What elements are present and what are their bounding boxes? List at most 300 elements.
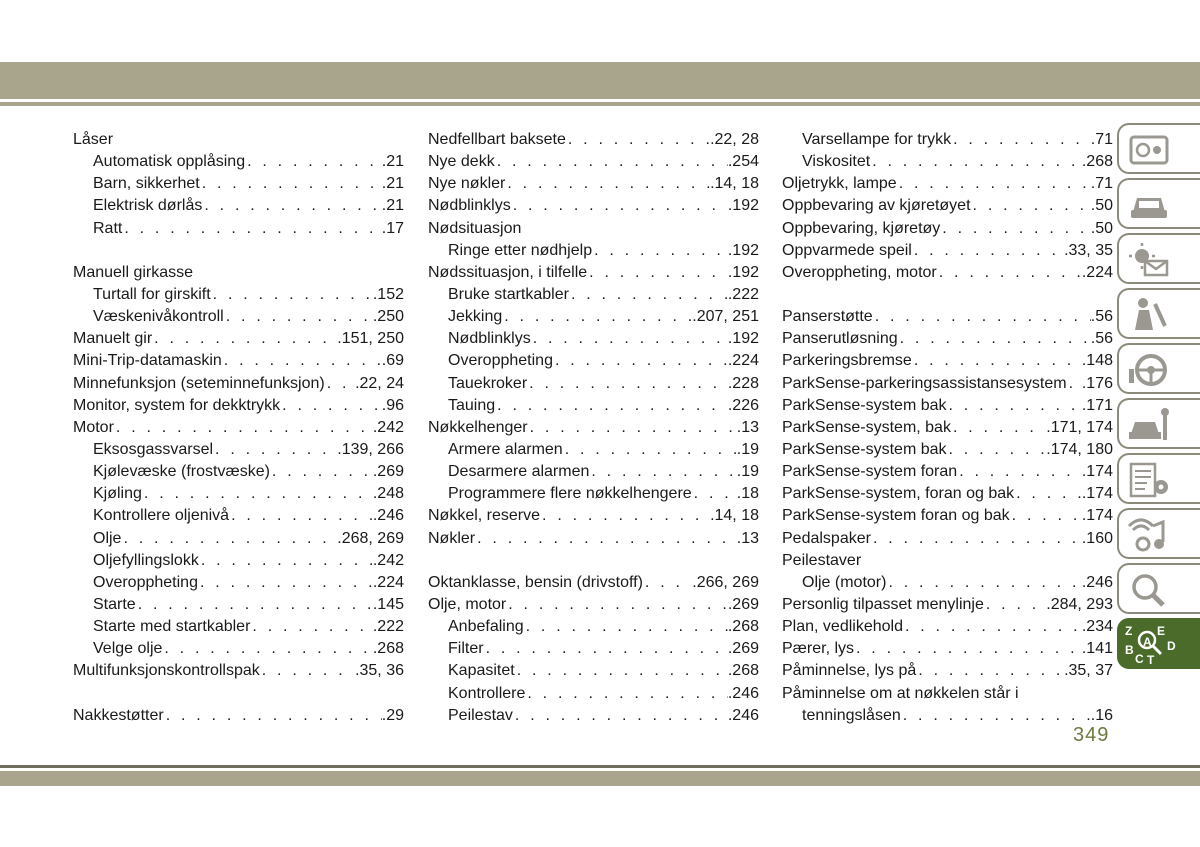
- entry-pages: .22, 28: [710, 131, 759, 148]
- entry-term: Oljetrykk, lampe: [782, 175, 897, 193]
- dot-leader: [971, 195, 1091, 217]
- index-column-2: [428, 129, 759, 727]
- footer-band: [0, 771, 1200, 786]
- index-subentry: [428, 350, 759, 372]
- index-letter: C: [1135, 652, 1144, 666]
- index-entry: [428, 262, 759, 284]
- index-entry: [73, 328, 404, 350]
- index-subentry: [428, 660, 759, 682]
- index-entry: [73, 373, 404, 395]
- index-subentry: [428, 240, 759, 262]
- entry-term: Nøkler: [428, 529, 476, 547]
- entry-term: Jekking: [448, 308, 503, 326]
- entry-term: ParkSense-system foran og bak: [782, 507, 1010, 525]
- index-letter: Z: [1125, 624, 1133, 638]
- document-gear-icon: [1127, 461, 1171, 499]
- dot-leader: [1067, 373, 1082, 395]
- entry-pages: .224: [727, 352, 759, 370]
- index-subentry: [428, 306, 759, 328]
- dot-leader: [897, 173, 1091, 195]
- index-subentry: [73, 461, 404, 483]
- entry-pages: .148: [1081, 352, 1113, 370]
- entry-pages: .269: [372, 463, 404, 481]
- entry-term: Desarmere alarmen: [448, 463, 590, 481]
- magnifier-icon: [1127, 571, 1171, 609]
- index-subentry: [428, 284, 759, 306]
- index-entry: [782, 173, 1113, 195]
- dot-leader: [692, 483, 737, 505]
- dot-leader: [121, 528, 337, 550]
- entry-term: Programmere flere nøkkelhengere: [448, 485, 692, 503]
- entry-pages: .141: [1081, 640, 1113, 658]
- dot-leader: [940, 218, 1090, 240]
- entry-term: Nødssituasjon, i tilfelle: [428, 263, 588, 281]
- entry-term: Nye dekk: [428, 153, 495, 171]
- dot-leader: [506, 594, 728, 616]
- index-entry: [73, 660, 404, 682]
- index-subentry: [428, 373, 759, 395]
- index-entry: [782, 483, 1113, 505]
- entry-term: Oppbevaring av kjøretøyet: [782, 197, 971, 215]
- car-service-icon: [1127, 406, 1171, 444]
- dot-leader: [531, 328, 728, 350]
- index-subentry: [428, 705, 759, 727]
- index-letter: B: [1125, 643, 1134, 657]
- index-entry: [782, 195, 1113, 217]
- index-entry: [73, 417, 404, 439]
- dot-leader: [525, 683, 727, 705]
- dot-leader: [553, 350, 728, 372]
- index-entry: [782, 439, 1113, 461]
- tab-car-front[interactable]: [1117, 178, 1200, 229]
- index-subentry: [428, 616, 759, 638]
- index-subentry: [428, 483, 759, 505]
- index-column-1: [73, 129, 404, 727]
- entry-pages: .96: [381, 396, 404, 414]
- entry-pages: .254: [727, 153, 759, 171]
- dot-leader: [200, 173, 382, 195]
- entry-pages: .14, 18: [710, 175, 759, 193]
- tab-dashboard[interactable]: [1117, 123, 1200, 174]
- entry-term: Panserstøtte: [782, 308, 873, 326]
- entry-pages: .17: [381, 219, 404, 237]
- dot-leader: [566, 129, 710, 151]
- entry-pages: .222: [727, 285, 759, 303]
- entry-pages: .226: [727, 396, 759, 414]
- entry-term: Pærer, lys: [782, 640, 855, 658]
- entry-term: Manuelt gir: [73, 330, 153, 348]
- entry-pages: .222: [372, 618, 404, 636]
- entry-term: ParkSense-system foran: [782, 463, 958, 481]
- entry-term: ParkSense-system, bak: [782, 418, 951, 436]
- entry-pages: .35, 37: [1064, 662, 1113, 680]
- entry-pages: .174, 180: [1046, 440, 1113, 458]
- entry-pages: .192: [727, 330, 759, 348]
- index-subentry: [428, 683, 759, 705]
- entry-pages: .19: [736, 440, 759, 458]
- entry-term: Nedfellbart baksete: [428, 131, 566, 148]
- entry-term: ParkSense-parkeringsassistansesystem: [782, 374, 1067, 392]
- entry-pages: .19: [736, 463, 759, 481]
- entry-term: ParkSense-system bak: [782, 396, 947, 414]
- dot-leader: [270, 461, 373, 483]
- index-entry: [782, 461, 1113, 483]
- entry-term: Pedalspaker: [782, 529, 871, 547]
- dot-leader: [527, 373, 728, 395]
- entry-term: Kontrollere: [448, 684, 526, 702]
- dot-leader: [152, 328, 337, 350]
- dot-leader: [495, 395, 728, 417]
- entry-term: Overoppheting: [448, 352, 553, 370]
- entry-term: Ratt: [93, 219, 123, 237]
- index-entry: Låser: [73, 131, 114, 148]
- alphabet-index-icon: [1121, 622, 1193, 666]
- entry-term: Anbefaling: [448, 618, 524, 636]
- dot-leader: [325, 373, 355, 395]
- dot-leader: [142, 483, 373, 505]
- index-entry: [782, 395, 1113, 417]
- index-entry: [428, 151, 759, 173]
- dot-leader: [250, 616, 372, 638]
- entry-pages: .71: [1090, 175, 1113, 193]
- dot-leader: [528, 417, 737, 439]
- index-entry: [73, 350, 404, 372]
- dot-leader: [222, 350, 382, 372]
- entry-term: Turtall for girskift: [93, 285, 211, 303]
- tab-search[interactable]: [1117, 563, 1200, 614]
- entry-term: Multifunksjonskontrollspak: [73, 662, 260, 680]
- index-entry: [782, 505, 1113, 527]
- index-letter: A: [1143, 635, 1152, 649]
- entry-pages: .266, 269: [692, 573, 759, 591]
- entry-term: Panserutløsning: [782, 330, 898, 348]
- entry-term: Armere alarmen: [448, 440, 563, 458]
- dot-leader: [475, 528, 737, 550]
- entry-pages: .174: [1081, 463, 1113, 481]
- entry-term: Nødblinklys: [448, 330, 531, 348]
- entry-pages: .171: [1081, 396, 1113, 414]
- entry-term: Olje, motor: [428, 595, 507, 613]
- dot-leader: [245, 151, 382, 173]
- entry-term: Tauekroker: [448, 374, 528, 392]
- index-subentry: [73, 528, 404, 550]
- entry-term: Barn, sikkerhet: [93, 175, 200, 193]
- dot-leader: [513, 705, 728, 727]
- dot-leader: [587, 262, 728, 284]
- entry-pages: .269: [727, 595, 759, 613]
- entry-pages: .21: [381, 153, 404, 171]
- index-letter: T: [1147, 653, 1155, 666]
- header-rule: [0, 102, 1200, 106]
- index-subentry: [73, 594, 404, 616]
- entry-pages: .14, 18: [710, 507, 759, 525]
- index-entry: [782, 350, 1113, 372]
- entry-term: Velge olje: [93, 640, 163, 658]
- entry-term: Nøkkel, reserve: [428, 507, 541, 525]
- index-entry: [782, 240, 1113, 262]
- chapter-tabs: [1117, 123, 1200, 673]
- entry-term: ParkSense-system bak: [782, 440, 947, 458]
- index-entry: [782, 528, 1113, 550]
- entry-term: Kapasitet: [448, 662, 515, 680]
- entry-term: Nakkestøtter: [73, 706, 164, 724]
- entry-pages: .29: [381, 706, 404, 724]
- entry-pages: .248: [372, 485, 404, 503]
- index-subentry: [428, 395, 759, 417]
- index-subentry: [73, 483, 404, 505]
- dashboard-car-icon: [1127, 131, 1171, 169]
- index-column-3: [782, 129, 1113, 727]
- entry-pages: .151, 250: [337, 330, 404, 348]
- entry-term: Minnefunksjon (seteminnefunksjon): [73, 374, 325, 392]
- entry-pages: .176: [1081, 374, 1113, 392]
- index-subentry: [428, 638, 759, 660]
- dot-leader: [162, 638, 372, 660]
- entry-pages: .139, 266: [337, 440, 404, 458]
- index-entry: [73, 395, 404, 417]
- dot-leader: [870, 151, 1082, 173]
- car-front-icon: [1127, 186, 1171, 224]
- entry-pages: .69: [381, 352, 404, 370]
- entry-term: tenningslåsen: [802, 706, 901, 724]
- dot-leader: [114, 417, 373, 439]
- index-entry: [428, 173, 759, 195]
- header-band: [0, 62, 1200, 99]
- dot-leader: [947, 439, 1047, 461]
- tab-multimedia[interactable]: [1117, 508, 1200, 559]
- entry-pages: .171, 174: [1046, 418, 1113, 436]
- tab-safety[interactable]: [1117, 288, 1200, 339]
- entry-pages: .242: [372, 551, 404, 569]
- dot-leader: [984, 594, 1046, 616]
- dot-leader: [122, 218, 381, 240]
- tab-warning-lights[interactable]: [1117, 233, 1200, 284]
- dot-leader: [484, 638, 728, 660]
- entry-term: Starte med startkabler: [93, 618, 251, 636]
- tab-service[interactable]: [1117, 398, 1200, 449]
- entry-pages: .242: [372, 418, 404, 436]
- entry-term: Personlig tilpasset menylinje: [782, 595, 984, 613]
- entry-pages: .174: [1081, 485, 1113, 503]
- dot-leader: [951, 417, 1046, 439]
- index-entry: [428, 417, 759, 439]
- dot-leader: [947, 395, 1082, 417]
- dot-leader: [505, 173, 710, 195]
- entry-pages: .246: [727, 706, 759, 724]
- dot-leader: [229, 505, 373, 527]
- dot-leader: [199, 550, 373, 572]
- dot-leader: [903, 616, 1082, 638]
- dot-leader: [136, 594, 373, 616]
- entry-pages: .33, 35: [1064, 241, 1113, 259]
- dot-leader: [224, 306, 373, 328]
- dot-leader: [511, 195, 728, 217]
- entry-pages: .16: [1090, 706, 1113, 724]
- index-subentry: [73, 616, 404, 638]
- entry-pages: .246: [372, 507, 404, 525]
- index-subentry: [73, 505, 404, 527]
- index-entry: Nødsituasjon: [428, 219, 522, 237]
- entry-pages: .145: [372, 595, 404, 613]
- dot-leader: [643, 572, 692, 594]
- entry-pages: .207, 251: [692, 308, 759, 326]
- dot-leader: [886, 572, 1081, 594]
- index-entry: Påminnelse om at nøkkelen står i: [782, 684, 1019, 702]
- entry-term: Nye nøkler: [428, 175, 506, 193]
- airbag-person-icon: [1127, 296, 1171, 334]
- entry-term: Oljefyllingslokk: [93, 551, 199, 569]
- index-entry: [782, 417, 1113, 439]
- entry-term: Væskenivåkontroll: [93, 308, 224, 326]
- entry-pages: .50: [1090, 219, 1113, 237]
- entry-term: Olje: [93, 529, 122, 547]
- entry-pages: .246: [727, 684, 759, 702]
- entry-term: Peilestav: [448, 706, 513, 724]
- entry-pages: .174: [1081, 507, 1113, 525]
- dot-leader: [202, 195, 381, 217]
- entry-term: Viskositet: [802, 153, 871, 171]
- dot-leader: [524, 616, 728, 638]
- entry-term: Varsellampe for trykk: [802, 131, 952, 148]
- index-entry: [782, 638, 1113, 660]
- index-entry: [428, 129, 759, 151]
- entry-pages: .284, 293: [1046, 595, 1113, 613]
- dot-leader: [569, 284, 728, 306]
- entry-pages: .192: [727, 241, 759, 259]
- index-subentry: [73, 572, 404, 594]
- entry-term: Elektrisk dørlås: [93, 197, 203, 215]
- index-entry: [73, 705, 404, 727]
- entry-term: Monitor, system for dekktrykk: [73, 396, 281, 414]
- multimedia-note-icon: [1127, 516, 1171, 554]
- entry-pages: .250: [372, 308, 404, 326]
- index-entry: [428, 594, 759, 616]
- dot-leader: [280, 395, 382, 417]
- index-subentry: [73, 195, 404, 217]
- entry-term: Olje (motor): [802, 573, 887, 591]
- entry-term: Nødblinklys: [428, 197, 511, 215]
- index-subentry: [73, 151, 404, 173]
- dot-leader: [563, 439, 737, 461]
- index-spacer: [428, 550, 759, 572]
- index-entry: [782, 306, 1113, 328]
- entry-pages: .22, 24: [355, 374, 404, 392]
- index-entry: [428, 195, 759, 217]
- index-spacer: [73, 240, 404, 262]
- index-entry: [782, 218, 1113, 240]
- dot-leader: [198, 572, 373, 594]
- entry-pages: .50: [1090, 197, 1113, 215]
- dot-leader: [898, 328, 1091, 350]
- dot-leader: [912, 350, 1082, 372]
- entry-pages: .160: [1081, 529, 1113, 547]
- dot-leader: [211, 284, 373, 306]
- dot-leader: [871, 528, 1082, 550]
- entry-term: Nøkkelhenger: [428, 418, 528, 436]
- entry-term: Mini-Trip-datamaskin: [73, 352, 222, 370]
- entry-term: Motor: [73, 418, 114, 436]
- index-letter: E: [1157, 624, 1166, 638]
- entry-pages: .192: [727, 263, 759, 281]
- index-subentry: [73, 284, 404, 306]
- entry-pages: .268: [727, 618, 759, 636]
- entry-term: Filter: [448, 640, 484, 658]
- index-entry: [782, 594, 1113, 616]
- entry-term: ParkSense-system, foran og bak: [782, 485, 1015, 503]
- entry-term: Bruke startkabler: [448, 285, 569, 303]
- entry-term: Påminnelse, lys på: [782, 662, 917, 680]
- index-subentry: [73, 306, 404, 328]
- index-entry: [782, 660, 1113, 682]
- dot-leader: [260, 660, 355, 682]
- index-subentry: [428, 439, 759, 461]
- footer-rule: [0, 765, 1200, 768]
- dot-leader: [951, 129, 1091, 151]
- steering-wheel-icon: [1127, 351, 1171, 389]
- dot-leader: [515, 660, 728, 682]
- tab-driving[interactable]: [1117, 343, 1200, 394]
- dot-leader: [937, 262, 1082, 284]
- dot-leader: [1014, 483, 1082, 505]
- index-spacer: [782, 284, 1113, 306]
- index-entry: [782, 373, 1113, 395]
- entry-pages: .35, 36: [355, 662, 404, 680]
- dot-leader: [540, 505, 710, 527]
- tab-index[interactable]: [1117, 618, 1200, 669]
- index-subentry: [782, 129, 1113, 151]
- entry-pages: .21: [381, 197, 404, 215]
- entry-pages: .228: [727, 374, 759, 392]
- warning-light-mail-icon: [1127, 241, 1171, 279]
- dot-leader: [901, 705, 1091, 727]
- entry-term: Tauing: [448, 396, 496, 414]
- entry-pages: .56: [1090, 330, 1113, 348]
- index-subentry: [73, 550, 404, 572]
- entry-term: Starte: [93, 595, 136, 613]
- entry-pages: .268, 269: [337, 529, 404, 547]
- index-subentry: [73, 439, 404, 461]
- index-entry: [428, 572, 759, 594]
- index-subentry: [73, 218, 404, 240]
- index-subentry: [782, 705, 1113, 727]
- entry-term: Kjølevæske (frostvæske): [93, 463, 270, 481]
- index-subentry: [782, 151, 1113, 173]
- entry-pages: .192: [727, 197, 759, 215]
- entry-pages: .268: [727, 662, 759, 680]
- entry-term: Overoppheting, motor: [782, 263, 937, 281]
- entry-pages: .13: [736, 529, 759, 547]
- index-subentry: [428, 461, 759, 483]
- entry-term: Overoppheting: [93, 573, 198, 591]
- dot-leader: [912, 240, 1064, 262]
- entry-pages: .56: [1090, 308, 1113, 326]
- entry-term: Parkeringsbremse: [782, 352, 912, 370]
- entry-pages: .18: [736, 485, 759, 503]
- dot-leader: [957, 461, 1082, 483]
- index-subentry: [782, 572, 1113, 594]
- tab-specifications[interactable]: [1117, 453, 1200, 504]
- entry-term: Ringe etter nødhjelp: [448, 241, 593, 259]
- entry-term: Automatisk opplåsing: [93, 153, 246, 171]
- entry-pages: .152: [372, 285, 404, 303]
- entry-pages: .269: [727, 640, 759, 658]
- entry-term: Oppvarmede speil: [782, 241, 912, 259]
- entry-term: Kontrollere oljenivå: [93, 507, 230, 525]
- dot-leader: [1010, 505, 1082, 527]
- dot-leader: [592, 240, 728, 262]
- index-entry: [428, 528, 759, 550]
- entry-pages: .246: [1081, 573, 1113, 591]
